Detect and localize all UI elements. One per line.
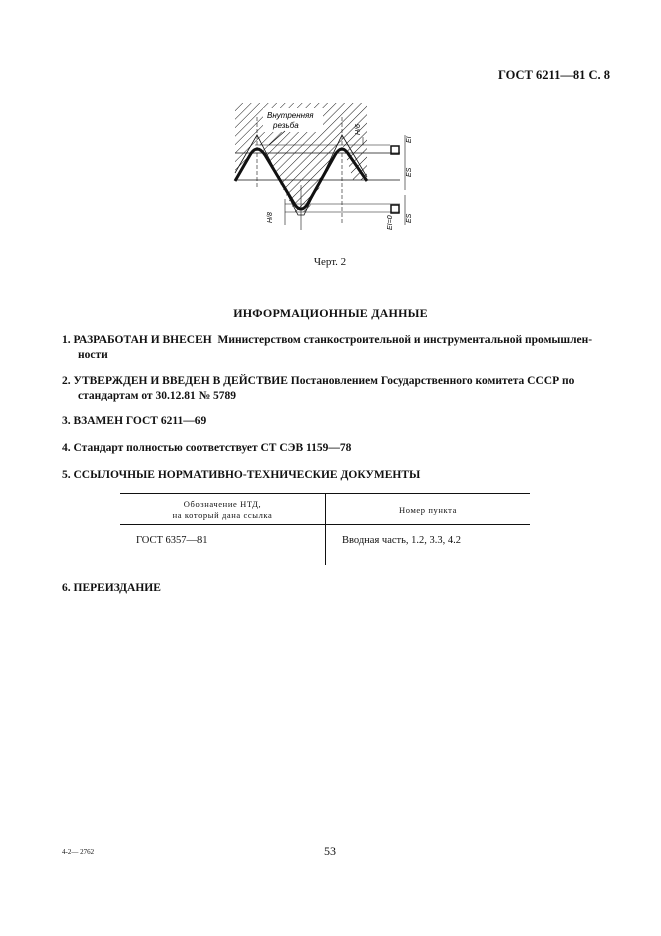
figure-caption: Черт. 2 <box>313 256 347 268</box>
label-h8: H/8 <box>267 212 274 223</box>
thread-profile-figure <box>225 95 425 240</box>
label-es-bottom: ES <box>406 213 413 223</box>
item-1-text: Министерством станкостроительной и инструментальной промышлен- <box>217 334 593 346</box>
item-2-text: 2. УТВЕРЖДЕН И ВВЕДЕН В ДЕЙСТВИЕ Постановлением Государственного комитета СССР по <box>62 375 575 387</box>
label-ei0: EI=0 <box>387 215 394 230</box>
document-header: ГОСТ 6211—81 С. 8 <box>498 68 610 82</box>
label-ei: EI <box>406 136 413 143</box>
item-1-lead: 1. РАЗРАБОТАН И ВНЕСЕН <box>62 334 212 346</box>
label-h6: H/6 <box>355 124 362 135</box>
item-4 <box>62 441 351 456</box>
item-6 <box>62 581 161 596</box>
item-1-cont: ности <box>78 349 108 361</box>
item-2 <box>62 374 574 404</box>
section-title: ИНФОРМАЦИОННЫЕ ДАННЫЕ <box>233 306 428 320</box>
print-code: 4-2— 2762 <box>62 848 95 856</box>
table-header-col2: Номер пункта <box>399 505 457 515</box>
label-internal: Внутренняя <box>267 111 314 120</box>
table-cell-doc: ГОСТ 6357—81 <box>136 535 208 546</box>
item-2-cont: стандартам от 30.12.81 № 5789 <box>78 390 237 402</box>
table-cell-clause: Вводная часть, 1.2, 3.3, 4.2 <box>342 535 462 546</box>
item-5 <box>62 468 420 483</box>
label-thread: резьба <box>273 121 299 130</box>
page-number: 53 <box>324 844 336 858</box>
item-6-text: 6. ПЕРЕИЗДАНИЕ <box>62 582 161 594</box>
table-header-col1: Обозначение НТД, на который дана ссылка <box>172 499 273 520</box>
label-es-top: ES <box>406 167 413 177</box>
item-4-text: 4. Стандарт полностью соответствует СТ СЭВ 1159—78 <box>62 442 352 454</box>
item-3-text: 3. ВЗАМЕН ГОСТ 6211—69 <box>62 415 207 427</box>
item-3 <box>62 414 206 429</box>
item-5-text: 5. ССЫЛОЧНЫЕ НОРМАТИВНО-ТЕХНИЧЕСКИЕ ДОКУМЕНТЫ <box>62 469 421 481</box>
references-table <box>120 493 530 565</box>
item-1 <box>62 333 592 363</box>
